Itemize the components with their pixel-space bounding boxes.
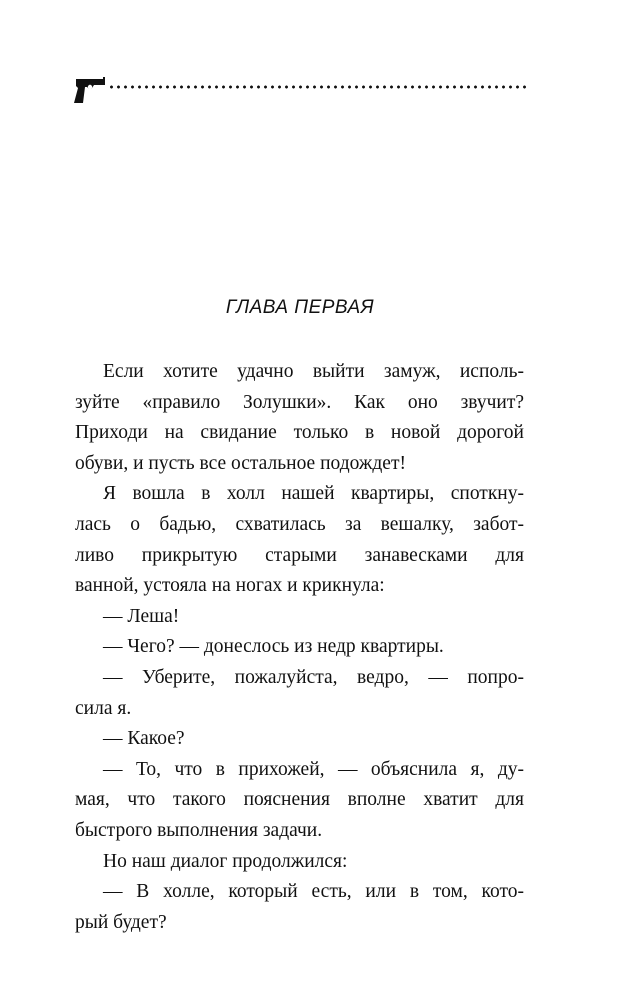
text-line: — Какое?	[103, 728, 185, 750]
text-line: зуйте «правило Золушки». Как оно звучит?	[75, 391, 524, 413]
dotted-rule	[108, 85, 526, 89]
text-line: — Чего? — донеслось из недр квартиры.	[103, 636, 444, 658]
text-line: рый будет?	[75, 911, 167, 933]
revolver-icon	[72, 76, 110, 106]
text-line: — Уберите, пожалуйста, ведро, — попро-	[103, 666, 524, 688]
text-line: обуви, и пусть все остальное подождет!	[75, 452, 406, 474]
header-ornament	[72, 76, 528, 106]
text-line: ливо прикрытую старыми занавесками для	[75, 544, 524, 566]
text-line: мая, что такого пояснения вполне хватит для	[75, 789, 524, 811]
text-line: быстрого выполнения задачи.	[75, 819, 323, 841]
text-line: Но наш диалог продолжился:	[103, 850, 348, 872]
text-line: Приходи на свидание только в новой дорогой	[75, 422, 524, 444]
text-line: Я вошла в холл нашей квартиры, споткну-	[103, 483, 524, 505]
text-line: — То, что в прихожей, — объяснила я, ду-	[103, 758, 524, 780]
text-line: Если хотите удачно выйти замуж, исполь-	[103, 361, 524, 382]
text-line: сила я.	[75, 697, 132, 719]
text-line: ванной, устояла на ногах и крикнула:	[75, 575, 385, 597]
text-line: — В холле, который есть, или в том, кото-	[103, 881, 524, 903]
body-text	[75, 357, 524, 938]
chapter-title: ГЛАВА ПЕРВАЯ	[225, 297, 375, 318]
text-line: лась о бадью, схватилась за вешалку, забот-	[75, 513, 524, 535]
text-line: — Леша!	[103, 605, 180, 627]
